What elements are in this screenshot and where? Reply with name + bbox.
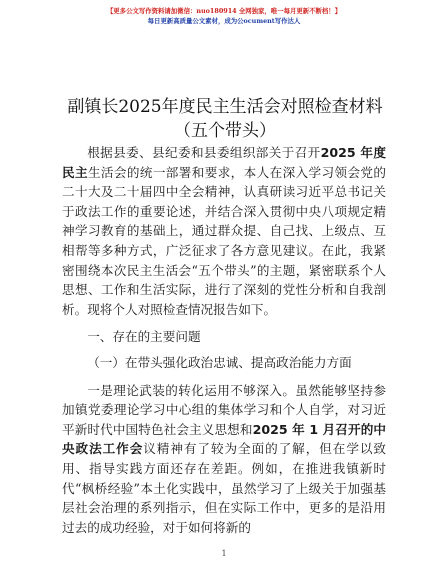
- intro-text-a: 根据县委、县纪委和县委组织部关于召开: [87, 145, 321, 160]
- page-number: 1: [221, 549, 227, 558]
- intro-paragraph: [62, 143, 386, 319]
- body-paragraph: [62, 381, 386, 538]
- subsection-heading: （一）在带头强化政治忠诚、提高政治能力方面: [87, 354, 352, 370]
- document-body: [62, 143, 386, 537]
- promo-banner-line-1: 【更多公文写作资料请加微信：nuo180914 全网独家，唯一每月更新不断档！】: [106, 7, 342, 15]
- para2-text-c: 议精神有了较为全面的了解，但在学以致用、指导实践方面还存在差距。例如，在推进我镇新时代“枫桥经验”本土化实践中，虽然学习了上级关于加强基层社会治理的系列指示，但在实际工作中，更多的是沿用过去的成功经验，对于如何将新的: [62, 441, 387, 535]
- intro-text-c: 生活会的统一部署和要求，本人在深入学习领会党的二十大及二十届四中全会精神，认真研读习近平总书记关于政法工作的重要论述，并结合深入贯彻中央八项规定精神学习教育的基础上，通过群众提、自己找、上级点、互相帮等多种方式，广泛征求了各方意见建议。在此，我紧密围绕本次民主生活会“五个带头”的主题，紧密联系个人思想、工作和生活实际，进行了深刻的党性分析和自我剖析。现将个人对照检查情况报告如下。: [62, 164, 387, 317]
- document-title: 副镇长2025年度民主生活会对照检查材料（五个带头）: [67, 97, 383, 141]
- intro-emphasis: 2025 年度民主: [62, 145, 386, 180]
- para2-text-a: 一是理论武装的转化运用不够深入。虽然能够坚持参加镇党委理论学习中心组的集体学习和个人自学，对习近平新时代中国特色社会主义思想和: [62, 382, 386, 437]
- promo-banner-line-2: 每日更新高质量公文素材，成为公ocument写作达人: [147, 17, 301, 25]
- section-heading: 一、存在的主要问题: [87, 329, 201, 345]
- para2-emphasis: 2025 年 1 月召开的中央政法工作会: [62, 421, 386, 457]
